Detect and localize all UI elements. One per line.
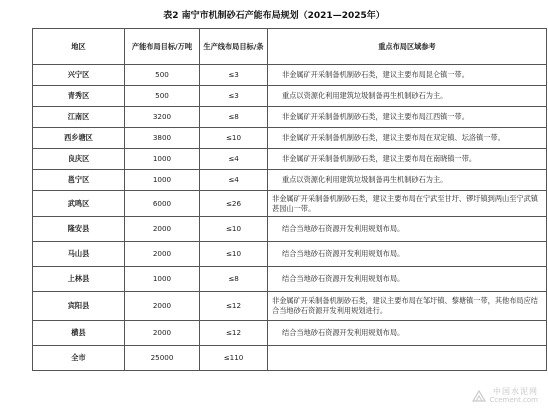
table-row <box>33 128 547 149</box>
table-row-total <box>33 346 547 371</box>
area-cell: 结合当地砂石资源开发利用规划布局。 <box>268 242 547 267</box>
district-cell: 隆安县 <box>33 217 125 242</box>
lines-cell: ≤8 <box>200 107 268 128</box>
lines-cell: ≤110 <box>200 346 268 371</box>
capacity-cell: 2000 <box>125 242 200 267</box>
district-cell: 青秀区 <box>33 86 125 107</box>
table-row <box>33 86 547 107</box>
table-row <box>33 292 547 321</box>
table-row <box>33 170 547 191</box>
district-cell: 全市 <box>33 346 125 371</box>
district-cell: 马山县 <box>33 242 125 267</box>
district-cell: 宾阳县 <box>33 292 125 321</box>
area-cell: 非金属矿开采制备机制砂石类，建议主要布局在双定镇、坛洛镇一带。 <box>268 128 547 149</box>
lines-cell: ≤12 <box>200 292 268 321</box>
district-cell: 上林县 <box>33 267 125 292</box>
lines-cell: ≤12 <box>200 321 268 346</box>
watermark-url: Ccement.com <box>489 396 538 404</box>
lines-cell: ≤26 <box>200 191 268 217</box>
lines-cell: ≤8 <box>200 267 268 292</box>
capacity-cell: 6000 <box>125 191 200 217</box>
watermark <box>489 387 538 405</box>
area-cell: 结合当地砂石资源开发利用规划布局。 <box>268 217 547 242</box>
table-row <box>33 267 547 292</box>
lines-cell: ≤10 <box>200 217 268 242</box>
table-row <box>33 321 547 346</box>
area-cell: 非金属矿开采制备机制砂石类，建议主要布局在宁武至甘圩、锣圩镇到两山至宁武镇甚园山一带。 <box>268 191 547 217</box>
table-title: 表2 南宁市机制砂石产能布局规划（2021—2025年） <box>163 11 385 21</box>
watermark-logo-icon <box>472 390 486 402</box>
district-cell: 江南区 <box>33 107 125 128</box>
lines-cell: ≤3 <box>200 65 268 86</box>
header-district: 地区 <box>33 29 125 65</box>
area-cell: 非金属矿开采制备机制砂石类，建议主要布局江西镇一带。 <box>268 107 547 128</box>
header-area: 重点布局区域参考 <box>268 29 547 65</box>
area-cell: 结合当地砂石资源开发利用规划布局。 <box>268 321 547 346</box>
capacity-planning-table <box>32 28 547 371</box>
capacity-cell: 1000 <box>125 149 200 170</box>
lines-cell: ≤4 <box>200 149 268 170</box>
lines-cell: ≤10 <box>200 128 268 149</box>
area-cell: 结合当地砂石资源开发利用规划布局。 <box>268 267 547 292</box>
capacity-cell: 500 <box>125 65 200 86</box>
area-cell: 非金属矿开采制备机制砂石类，建议主要布局昆仑镇一带。 <box>268 65 547 86</box>
capacity-cell: 2000 <box>125 321 200 346</box>
lines-cell: ≤4 <box>200 170 268 191</box>
capacity-cell: 3200 <box>125 107 200 128</box>
area-cell: 重点以资源化利用建筑垃圾制备再生机制砂石为主。 <box>268 170 547 191</box>
district-cell: 武鸣区 <box>33 191 125 217</box>
table-row <box>33 107 547 128</box>
district-cell: 良庆区 <box>33 149 125 170</box>
table-row <box>33 191 547 217</box>
capacity-cell: 2000 <box>125 292 200 321</box>
district-cell: 邕宁区 <box>33 170 125 191</box>
table-row <box>33 65 547 86</box>
capacity-cell: 1000 <box>125 170 200 191</box>
area-cell: 非金属矿开采制备机制砂石类，建议主要布局在邹圩镇、黎塘镇一带，其他布局应结合当地砂石资源开发利用规划进行。 <box>268 292 547 321</box>
table-row <box>33 217 547 242</box>
lines-cell: ≤10 <box>200 242 268 267</box>
header-capacity: 产能布局目标/万吨 <box>125 29 200 65</box>
lines-cell: ≤3 <box>200 86 268 107</box>
table-row <box>33 242 547 267</box>
capacity-cell: 500 <box>125 86 200 107</box>
table-header-row <box>33 29 547 65</box>
capacity-cell: 3800 <box>125 128 200 149</box>
area-cell: 重点以资源化利用建筑垃圾制备再生机制砂石为主。 <box>268 86 547 107</box>
area-cell <box>268 346 547 371</box>
table-row <box>33 149 547 170</box>
watermark-name: 中国水泥网 <box>493 387 538 396</box>
capacity-cell: 25000 <box>125 346 200 371</box>
district-cell: 兴宁区 <box>33 65 125 86</box>
header-lines: 生产线布局目标/条 <box>200 29 268 65</box>
capacity-cell: 2000 <box>125 217 200 242</box>
area-cell: 非金属矿开采制备机制砂石类，建议主要布局在南晓镇一带。 <box>268 149 547 170</box>
district-cell: 西乡塘区 <box>33 128 125 149</box>
capacity-cell: 1000 <box>125 267 200 292</box>
district-cell: 横县 <box>33 321 125 346</box>
